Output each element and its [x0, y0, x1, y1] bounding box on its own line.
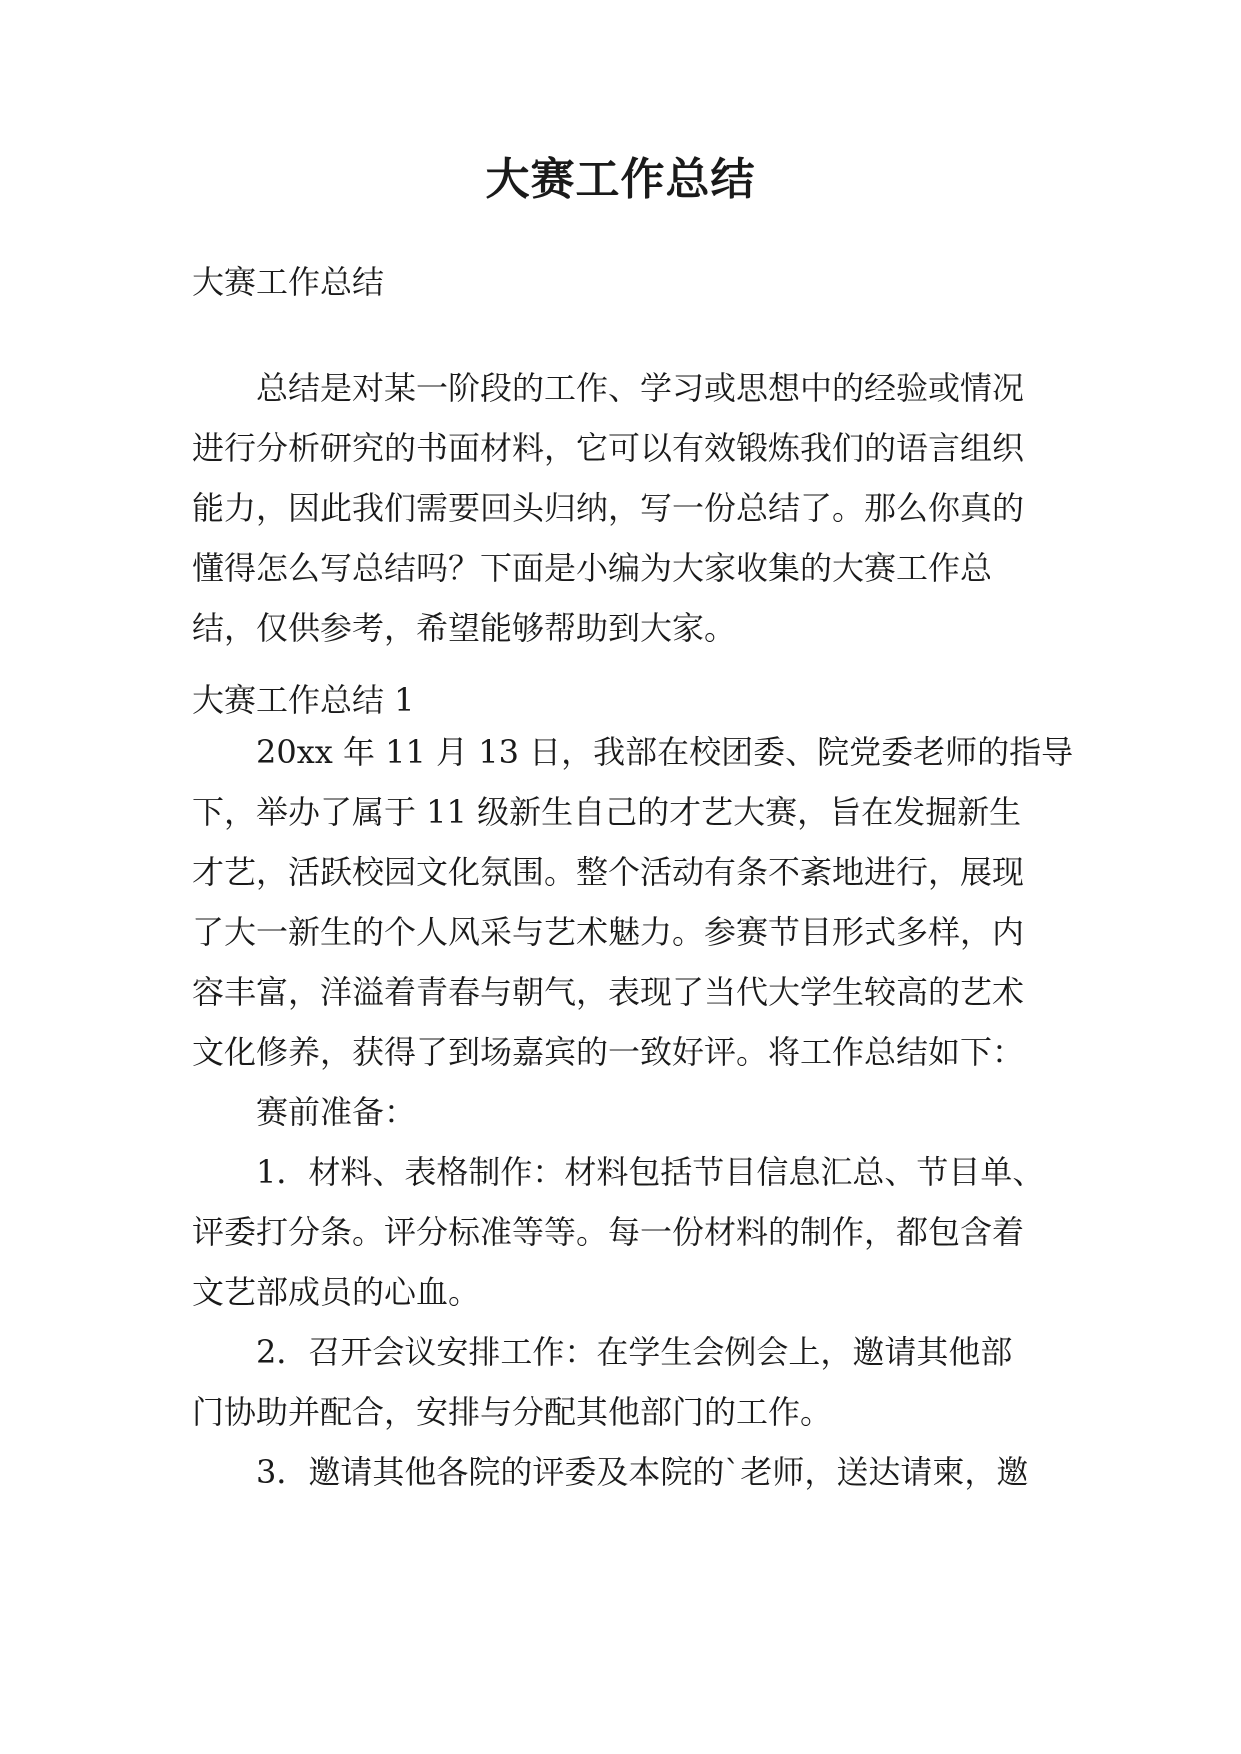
body-line: 了大一新生的个人风采与艺术魅力。参赛节目形式多样，内: [192, 913, 1025, 951]
body-line: 下，举办了属于 11 级新生自己的才艺大赛，旨在发掘新生: [192, 793, 1022, 831]
section-body: [192, 722, 1072, 1502]
body-line: 才艺，活跃校园文化氛围。整个活动有条不紊地进行，展现: [192, 853, 1025, 891]
intro-line: 进行分析研究的书面材料，它可以有效锻炼我们的语言组织: [192, 429, 1025, 467]
body-line: 文化修养，获得了到场嘉宾的一致好评。将工作总结如下：: [192, 1033, 1025, 1071]
intro-paragraph: [192, 358, 1072, 658]
body-line: 20xx 年 11 月 13 日，我部在校团委、院党委老师的指导: [192, 733, 1074, 771]
intro-line: 能力，因此我们需要回头归纳，写一份总结了。那么你真的: [192, 489, 1025, 527]
body-line: 容丰富，洋溢着青春与朝气，表现了当代大学生较高的艺术: [192, 973, 1025, 1011]
body-line: 3．邀请其他各院的评委及本院的`老师，送达请柬，邀: [192, 1453, 1029, 1491]
body-line: 评委打分条。评分标准等等。每一份材料的制作，都包含着: [192, 1213, 1025, 1251]
section-heading: 大赛工作总结 1: [192, 681, 415, 719]
document-subtitle: 大赛工作总结: [192, 263, 385, 301]
intro-line: 懂得怎么写总结吗？下面是小编为大家收集的大赛工作总: [192, 549, 993, 587]
body-line: 赛前准备：: [192, 1093, 417, 1131]
body-line: 1．材料、表格制作：材料包括节目信息汇总、节目单、: [192, 1153, 1045, 1191]
body-line: 2．召开会议安排工作：在学生会例会上，邀请其他部: [192, 1333, 1013, 1371]
body-line: 文艺部成员的心血。: [192, 1273, 481, 1311]
intro-line: 总结是对某一阶段的工作、学习或思想中的经验或情况: [192, 369, 1025, 407]
page-title: 大赛工作总结: [485, 154, 756, 205]
intro-line: 结，仅供参考，希望能够帮助到大家。: [192, 609, 737, 647]
body-line: 门协助并配合，安排与分配其他部门的工作。: [192, 1393, 833, 1431]
